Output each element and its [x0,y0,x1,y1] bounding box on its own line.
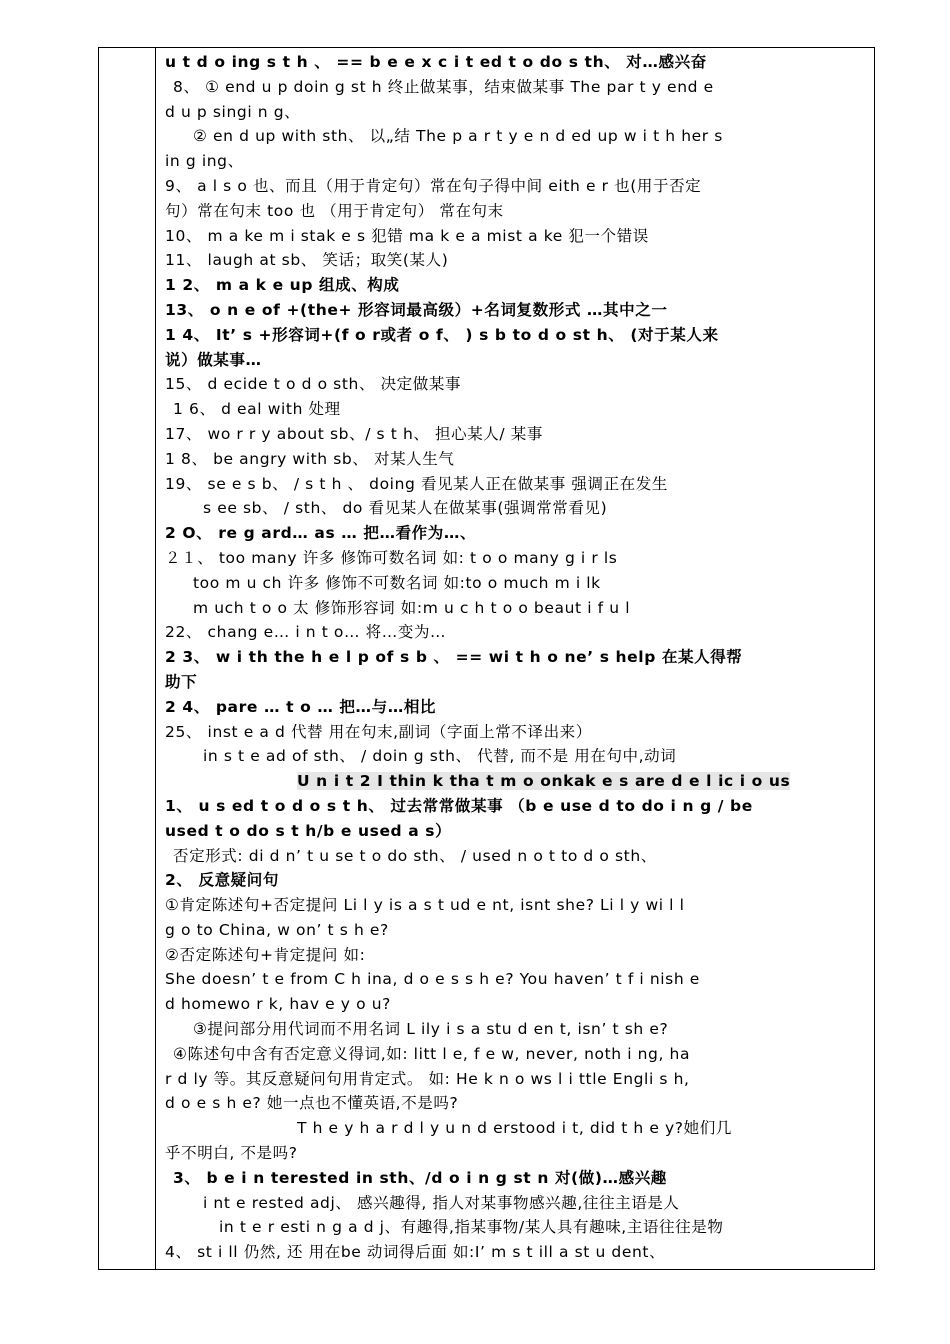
text-line: 1 6、 d eal with 处理 [173,400,341,419]
text-line: 10、 m a ke m i stak e s 犯错 ma k e a mist a ke 犯一个错误 [165,226,649,245]
text-line: 说）做某事… [165,350,262,369]
text-line: 1 4、 It’ s +形容词+(f o r或者 o f、 ) s b to d o st h、 (对于某人来 [165,325,719,344]
text-line: in s t e ad of sth、 / doin g sth、 代替, 而不是 用在句中,动词 [203,747,677,766]
text-line: 11、 laugh at sb、 笑话；取笑(某人) [165,251,449,270]
text-line: T h e y h a r d l y u n d erstood i t, did t h e y?她们几 [297,1119,732,1138]
text-line: 9、 a l s o 也、而且（用于肯定句）常在句子得中间 eith e r 也(用于否定 [165,176,702,195]
text-line: used t o do s t h/b e used a s） [165,821,452,840]
text-line: 乎不明白, 不是吗? [165,1144,298,1163]
text-line: 句）常在句末 too 也 （用于肯定句） 常在句末 [165,201,504,220]
text-line: 17、 wo r r y about sb、/ s t h、 担心某人/ 某事 [165,424,543,443]
text-line: in g ing、 [165,152,244,171]
text-line [165,769,867,794]
column-divider [155,47,156,1270]
text-line: 8、 ① end u p doin g st h 终止做某事，结束做某事 The par t y end e [173,77,714,96]
text-line: 助下 [165,672,198,691]
text-line: 2 4、 pare … t o … 把…与…相比 [165,697,437,716]
document-content [165,50,867,1265]
text-line: 19、 se e s b、 / s t h 、 doing 看见某人正在做某事 强调正在发生 [165,474,668,493]
text-line: 2、 反意疑问句 [165,871,279,890]
text-line: 22、 chang e… i n t o… 将…变为… [165,623,447,642]
text-line: s ee sb、 / sth、 do 看见某人在做某事(强调常常看见) [203,499,608,518]
text-line: She doesn’ t e from C h ina, d o e s s h e? You haven’ t f i nish e [165,970,700,989]
text-line: ①肯定陈述句+否定提问 Li l y is a s t ud e nt, isnt she? Li l y wi l l [165,896,685,915]
text-line: too m u ch 许多 修饰不可数名词 如:to o much m i lk [193,573,601,592]
text-line: 1 8、 be angry with sb、 对某人生气 [165,449,455,468]
text-line: ② en d up with sth、 以„结 The p a r t y e n d ed up w i t h her s [193,127,723,146]
text-line: i nt e rested adj、 感兴趣得, 指人对某事物感兴趣,往往主语是人 [203,1193,680,1212]
text-line: 1、 u s ed t o d o s t h、 过去常常做某事 （b e use d to do i n g / be [165,796,753,815]
text-line: 4、 st i ll 仍然, 还 用在be 动词得后面 如:I’ m s t ill a st u dent、 [165,1243,666,1262]
text-line: d homewo r k, hav e y o u? [165,995,391,1014]
text-line: 25、 inst e a d 代替 用在句末,副词（字面上常不译出来） [165,722,592,741]
text-line: d o e s h e? 她一点也不懂英语,不是吗? [165,1094,459,1113]
text-line: 13、 o n e of +(the+ 形容词最高级）+名词复数形式 …其中之一 [165,300,668,319]
text-line: d u p singi n g、 [165,102,301,121]
text-line: 15、 d ecide t o d o sth、 决定做某事 [165,375,462,394]
unit-heading: U n i t 2 I thin k tha t m o onkak e s are d e l ic i o us [297,772,791,791]
text-line: 2 3、 w i th the h e l p of s b 、 == wi t h o ne’ s help 在某人得帮 [165,648,743,667]
text-line: m uch t o o 太 修饰形容词 如:m u c h t o o beaut i f u l [193,598,631,617]
text-line: in t e r esti n g a d j、有趣得,指某事物/某人具有趣味,主语往往是物 [219,1218,724,1237]
text-line: 否定形式: di d n’ t u se t o do sth、 / used n o t to d o sth、 [173,846,657,865]
text-line: 1 2、 m a k e up 组成、构成 [165,276,400,295]
text-line: ③提问部分用代词而不用名词 L ily i s a stu d en t, isn’ t sh e? [193,1020,669,1039]
text-line: r d ly 等。其反意疑问句用肯定式。 如: He k n o ws l i ttle Engli s h, [165,1069,690,1088]
text-line: ２１、 too many 许多 修饰可数名词 如: t o o many g i r ls [165,548,618,567]
text-line: 3、 b e i n terested in sth、/d o i n g st n 对(做)…感兴趣 [173,1168,667,1187]
text-line: g o to China, w on’ t s h e? [165,920,389,939]
text-line: 2 O、 re g ard… as … 把…看作为…、 [165,524,477,543]
text-line: u t d o ing s t h 、 == b e e x c i t ed t o do s th、 对…感兴奋 [165,53,707,71]
text-line: ②否定陈述句+肯定提问 如: [165,945,366,964]
text-line: ④陈述句中含有否定意义得词,如: litt l e, f e w, never, noth i ng, ha [173,1044,691,1063]
